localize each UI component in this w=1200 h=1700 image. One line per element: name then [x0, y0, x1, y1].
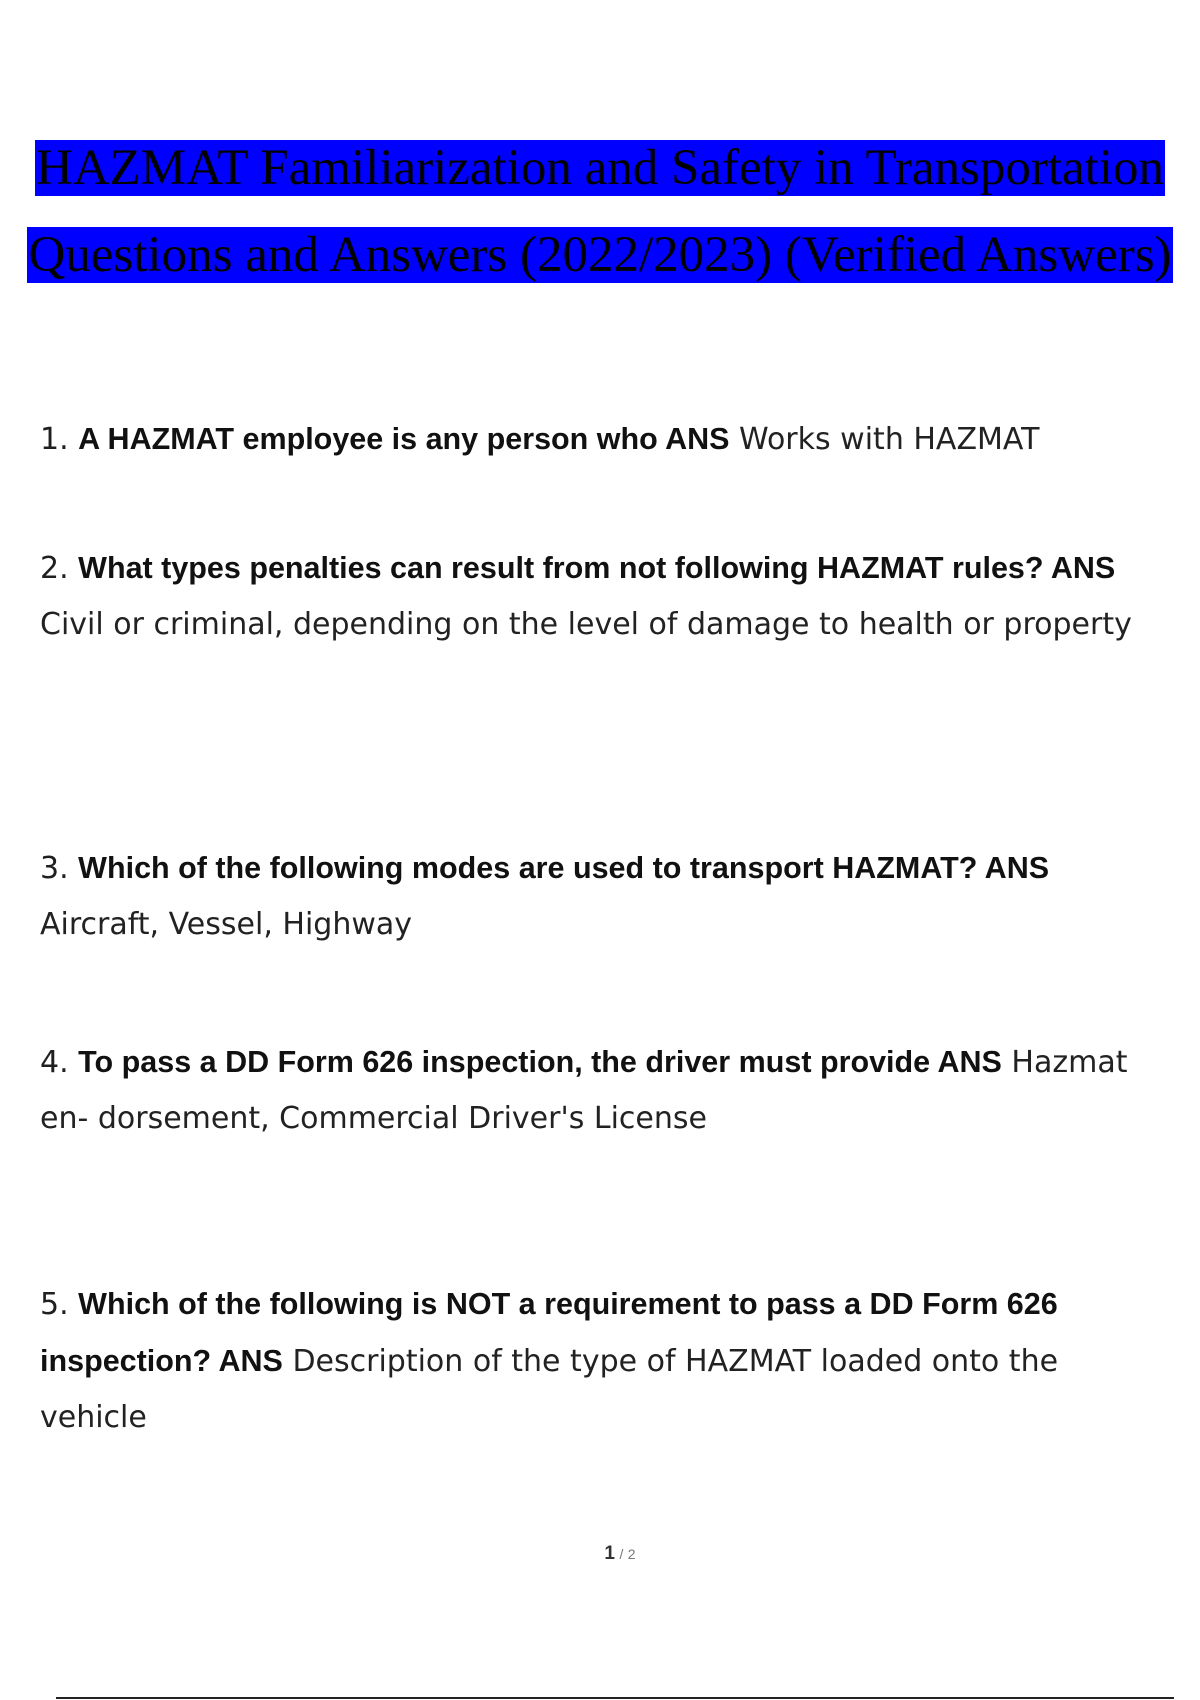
title-highlight-2: Questions and Answers (2022/2023) (Verified Answers) — [28, 227, 1172, 283]
question-item-4 — [40, 1034, 1170, 1147]
answer-text: Works with HAZMAT — [739, 422, 1040, 457]
answer-text: Aircraft, Vessel, Highway — [40, 907, 413, 942]
question-text: Which of the following modes are used to transport HAZMAT? ANS — [78, 851, 1050, 885]
page-bottom-divider — [56, 1697, 1174, 1699]
question-item-2 — [40, 540, 1170, 653]
question-text: To pass a DD Form 626 inspection, the driver must provide ANS — [78, 1045, 1002, 1079]
question-item-1 — [40, 411, 1170, 468]
question-number: 4. — [40, 1045, 69, 1080]
document-title-line-1 — [0, 138, 1200, 198]
question-number: 1. — [40, 422, 69, 457]
page-number-current: 1 — [604, 1543, 615, 1564]
question-text: What types penalties can result from not following HAZMAT rules? ANS — [78, 551, 1116, 585]
question-text: A HAZMAT employee is any person who ANS — [78, 422, 730, 456]
question-number: 3. — [40, 851, 69, 886]
page-number — [0, 1543, 1200, 1565]
question-item-5 — [40, 1276, 1170, 1446]
document-title-line-2 — [0, 225, 1200, 285]
question-item-3 — [40, 840, 1170, 953]
answer-text: Description of the type of HAZMAT loaded onto the vehicle — [40, 1344, 1059, 1435]
question-number: 2. — [40, 551, 69, 586]
answer-text: Hazmat en- dorsement, Commercial Driver's License — [40, 1045, 1128, 1136]
page-number-total: 2 — [627, 1546, 636, 1562]
question-number: 5. — [40, 1287, 69, 1322]
question-text: Which of the following is NOT a requirement to pass a DD Form 626 inspection? ANS — [40, 1287, 1058, 1378]
answer-text: Civil or criminal, depending on the level of damage to health or property — [40, 607, 1132, 642]
page-number-separator: / — [619, 1546, 624, 1562]
title-highlight-1: HAZMAT Familiarization and Safety in Transportation — [35, 140, 1165, 196]
